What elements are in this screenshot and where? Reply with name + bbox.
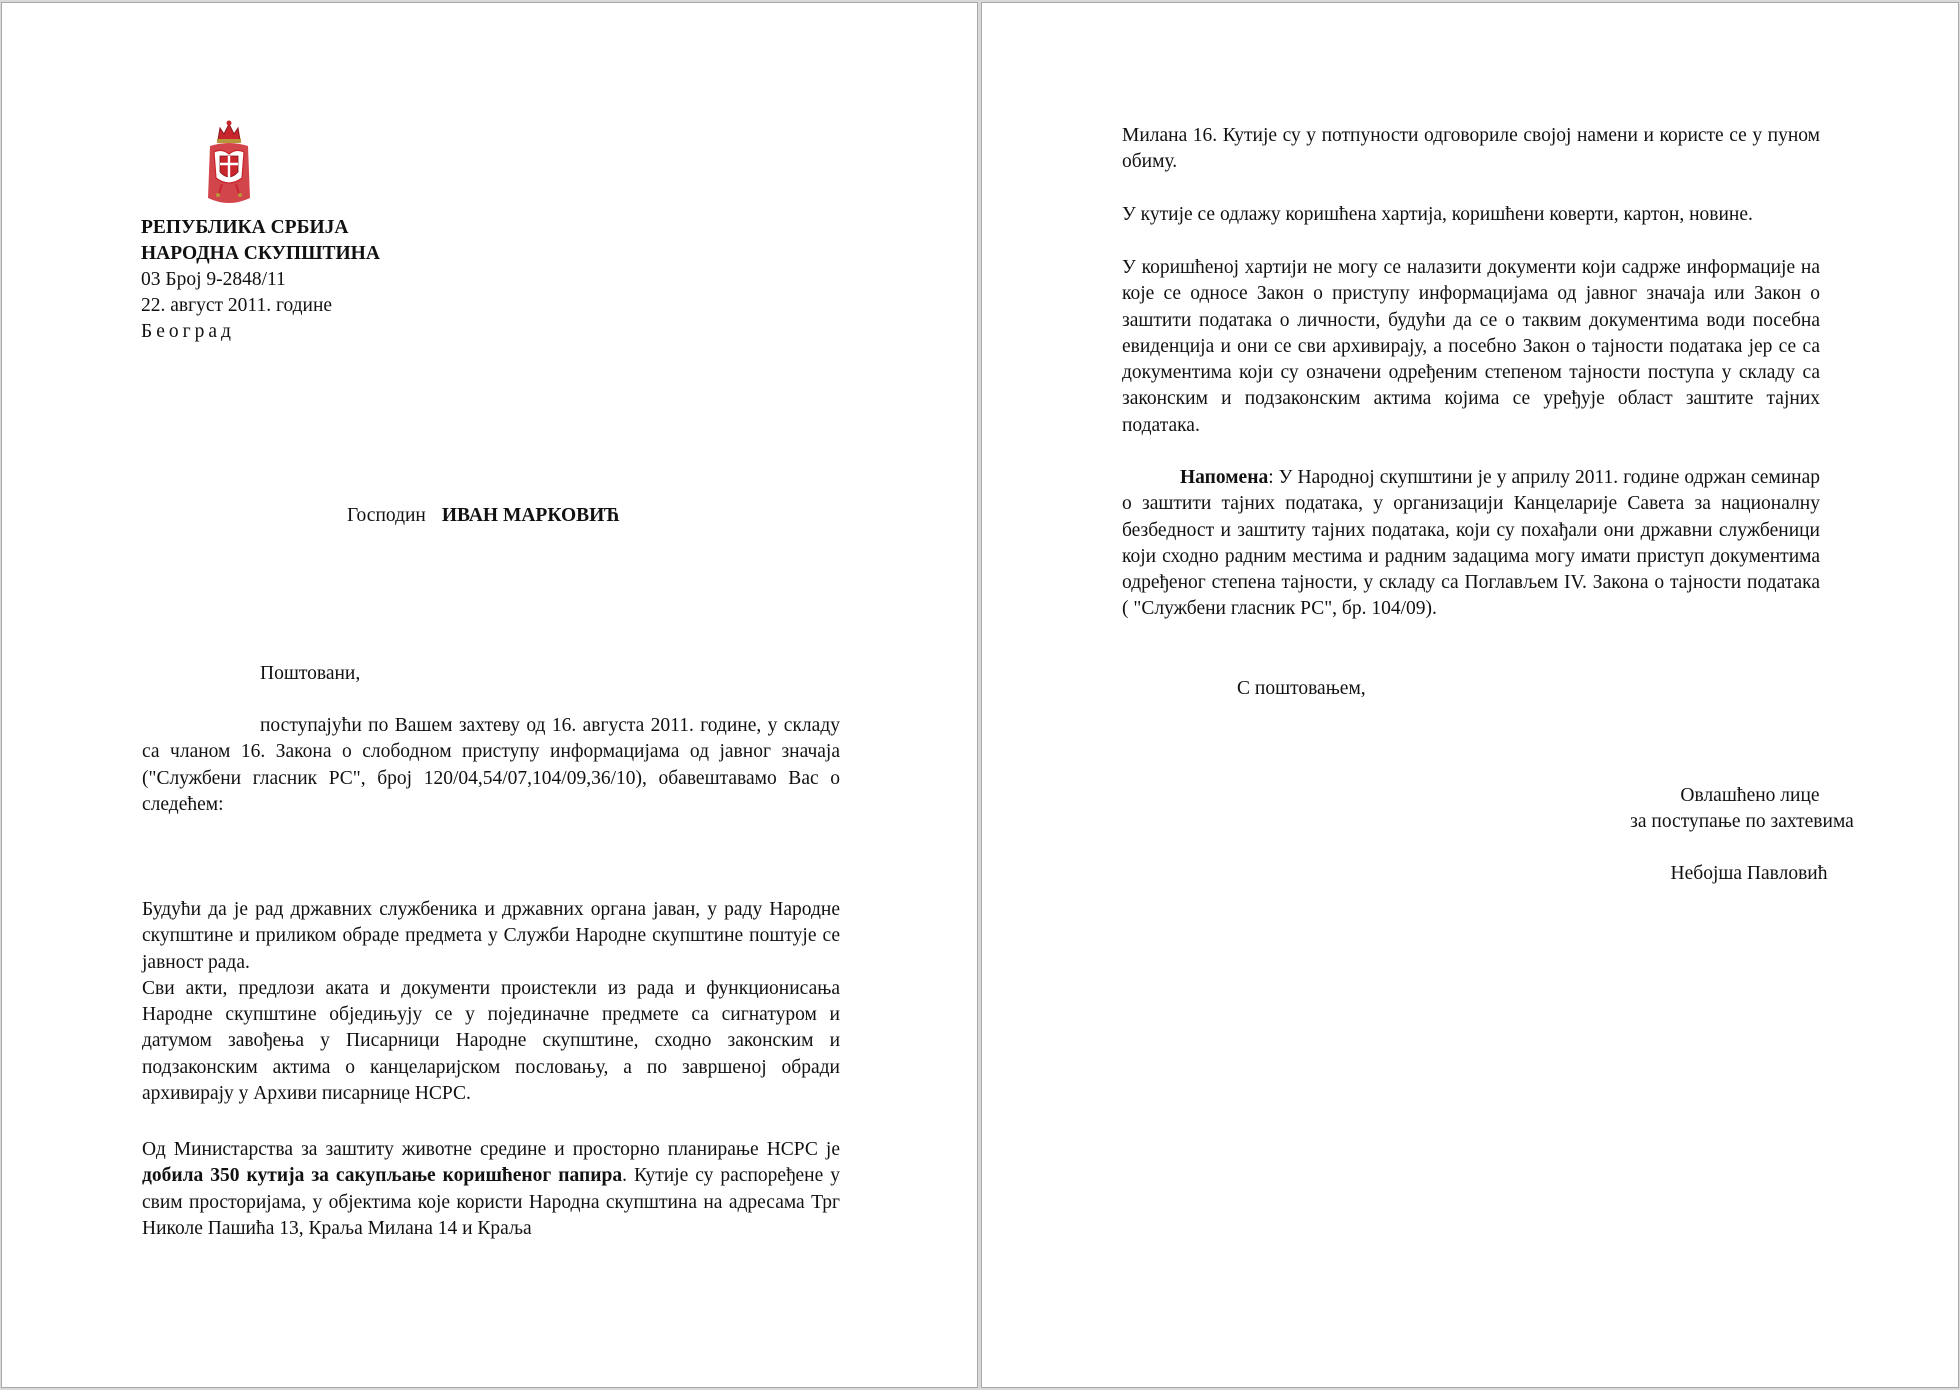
paragraph-note — [1122, 465, 1820, 623]
paragraph-records-text: Сви акти, предлози аката и документи проистекли из рада и функционисања Народне скупштине обједињују се у појединачне предмете са сигнатуром и датумом завођења у Писарници Народне скупштине, сходно законским и подзаконским актима о канцеларијском пословању, а по завршеној обради архивирају у Архиви писарнице НСРС. — [142, 977, 840, 1105]
signature-title-line2: за поступање по захтевима — [1630, 811, 1854, 832]
coat-of-arms-icon — [204, 118, 254, 210]
addressee — [347, 503, 620, 529]
paragraph-boxes-end: . Кутије су распоређене у свим просторијама, у објектима које користи Народна скупштина на адресама Трг Николе Пашића 13, Краља Милана 14 и Краља — [142, 1165, 841, 1239]
note-label: Напомена — [1180, 467, 1269, 488]
greeting: Поштовани, — [260, 663, 361, 684]
paragraph-boxes-highlight: добила 350 кутија за сакупљање коришћеног папира — [142, 1165, 623, 1187]
document-page-1 — [1, 2, 978, 1388]
paragraph-intro-text: поступајући по Вашем захтеву од 16. августа 2011. године, у складу са чланом 16. Закона о слободном приступу информацијама од јавног значаја ("Службени гласник РС", број 120/04,54/07,104/09,36/10), обавештавамо Вас о следећем: — [142, 715, 840, 815]
paragraph-confidential-docs: У коришћеној хартији не могу се налазити документи који садрже информације на које се односе Закон о приступу информацијама од јавног значаја или Закон о заштити података о личности, будући да се о таквим документима води посебна евиденција и они се сви архивирају, а посебно Закон о тајности података јер се са документима који су означени одређеним степеном тајности поступа у складу са законским и подзаконским актима којима се уређује област заштите тајних података. — [1122, 257, 1820, 436]
paragraph-intro — [142, 713, 840, 818]
paragraph-boxes — [142, 1137, 840, 1242]
paragraph-boxes-start: Од Министарства за заштиту животне средине и просторно планирање НСРС је — [142, 1139, 840, 1160]
document-city: Београд — [141, 321, 235, 342]
paragraph-public-work — [142, 897, 840, 1107]
signature-name: Небојша Павловић — [1670, 863, 1828, 884]
document-number: 03 Број 9-2848/11 — [141, 269, 286, 290]
addressee-name: ИВАН МАРКОВИЋ — [441, 505, 620, 526]
header-republic: РЕПУБЛИКА СРБИЈА — [141, 217, 349, 238]
paragraph-boxes-continued: Милана 16. Кутије су у потпуности одговориле својој намени и користе се у пуном обиму. — [1122, 125, 1820, 173]
closing-phrase: С поштовањем, — [1237, 678, 1366, 699]
signature-title-line1: Овлашћено лице — [1680, 785, 1820, 806]
header-assembly: НАРОДНА СКУПШТИНА — [141, 243, 380, 264]
addressee-salutation: Господин — [347, 505, 426, 526]
document-date: 22. август 2011. године — [141, 295, 333, 316]
note-text: : У Народној скупштини је у априлу 2011. године одржан семинар о заштити тајних података, у организацији Канцеларије Савета за националну безбедност и заштиту тајних података, који су похађали они државни службеници који сходно радним местима и радним задацима могу имати приступ документима одређеног степена тајности, у складу са Поглављем IV. Закона о тајности података ( "Службени гласник РС", бр. 104/09). — [1122, 467, 1820, 620]
document-page-2 — [981, 2, 1959, 1388]
paragraph-box-contents: У кутије се одлажу коришћена хартија, коришћени коверти, картон, новине. — [1122, 204, 1753, 225]
paragraph-public-work-text: Будући да је рад државних службеника и државних органа јаван, у раду Народне скупштине и приликом обраде предмета у Служби Народне скупштине поштује се јавност рада. — [142, 899, 840, 973]
